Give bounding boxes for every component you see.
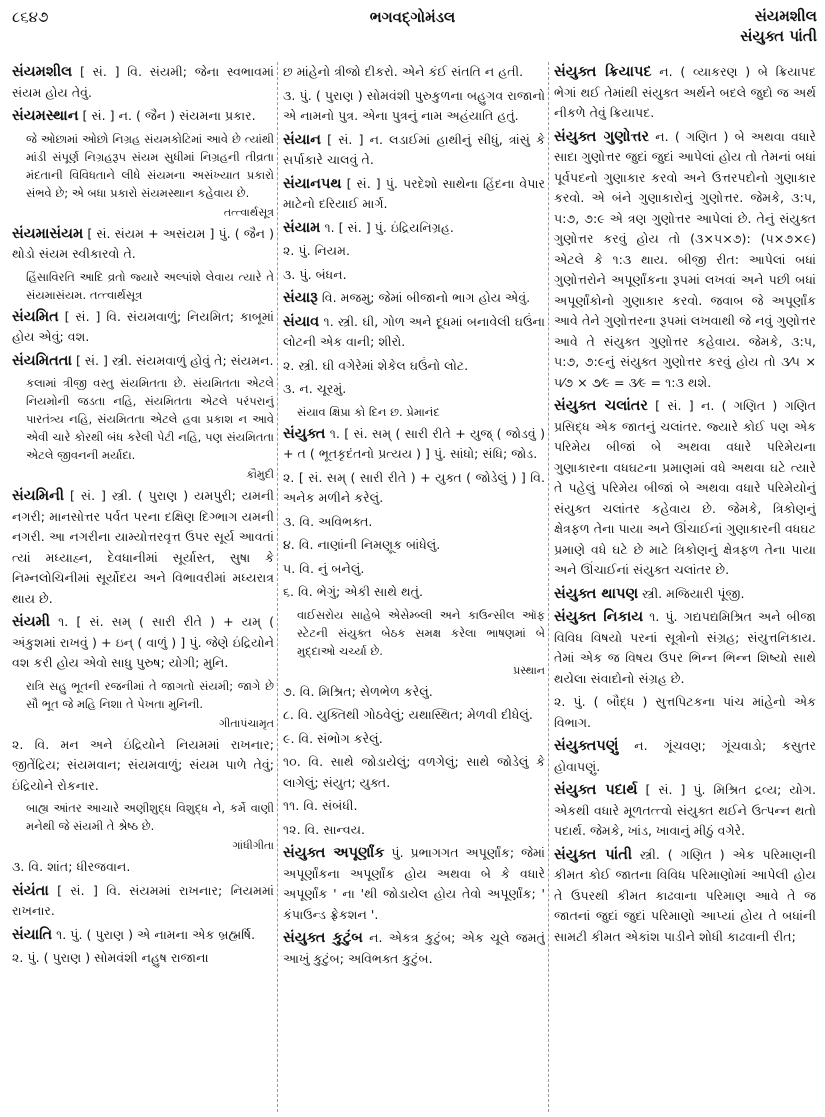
dictionary-entry [283, 796, 545, 817]
dictionary-entry [283, 729, 545, 750]
dictionary-entry [554, 780, 816, 842]
headword: સંયંતા [12, 882, 49, 899]
headword: સંયમિની [12, 488, 65, 504]
dictionary-entry [554, 692, 816, 733]
definition: [ સં. ] પું. પરદેશો સાથેના હિંદના વેપાર માટેનો દરિયાઈ માર્ગ. [283, 175, 545, 211]
definition: ૩. વિ. શાંત; ધીરજવાન. [12, 859, 131, 874]
headword: સંયુક્ત પાંતી [554, 846, 632, 863]
definition: ૨. પું. નિયમ. [283, 243, 351, 258]
headword: સંયાન [283, 131, 321, 148]
definition: ૪. વિ. નાણાંની નિમણૂક બાંધેલું. [283, 537, 441, 552]
dictionary-entry [283, 752, 545, 793]
dictionary-entry [283, 379, 545, 400]
quotation: સંયાવ ક્ષિપ્રા કો દિન છ. પ્રેમાનંદ [297, 404, 440, 419]
definition: ૭. વિ. મિશ્રિત; સેળભેળ કરેલું. [283, 683, 433, 699]
headword: સંયુક્ત અપૂર્ણાંક [283, 845, 385, 861]
headword: સંયમસ્થાન [12, 108, 79, 124]
headword: સંયાનપથ [283, 175, 342, 192]
headword: સંયુક્ત નિકાય [554, 609, 644, 625]
headword: સંયમશીલ [12, 64, 73, 80]
headword: સંયુક્ત પદાર્થ [554, 782, 638, 798]
column-divider [548, 62, 549, 1112]
definition: [ સં. ] સ્ત્રી. સંયમવાળું હોવું તે; સંયમન. [75, 352, 274, 368]
quotation: કલામાં ત્રીજી વસ્તુ સંયમિતતા છે. સંયમિતતા એટલે નિયમોની જડતા નહિ, સંયમિતતા એટલે પરંપરાનું પારતંત્ર્ય નહિ, સંયમિતતા એટલે હવા પ્રકાશ ન આવે એવી ચારે કોરથી બંધ કરેલી પેટી નહિ, પણ સંયમિતતા એટલે જીવનની મર્યાદા. [26, 376, 274, 462]
dictionary-entry [12, 62, 274, 103]
dictionary-entry [283, 559, 545, 580]
definition: ૧૧. વિ. સંબંધી. [283, 798, 358, 813]
headword: સંયુક્તપણું [554, 738, 619, 754]
dictionary-entry [12, 857, 274, 878]
column-divider [277, 62, 278, 1112]
headword: સંયુક્ત થાપણ [554, 585, 639, 602]
quotation-source: પ્રસ્થાન [513, 663, 545, 677]
headword: સંયમિત [12, 308, 59, 325]
definition: [ સં. સંયમ + અસંયમ ] પું. ( જૈન ) થોડો સંયમ સ્વીકારવો તે. [12, 225, 274, 261]
column-2 [283, 62, 545, 1112]
dictionary-entry [12, 351, 274, 372]
quotation-source: ગાંધીગીતા [232, 839, 274, 852]
dictionary-entry [283, 62, 545, 83]
dictionary-entry [283, 468, 545, 509]
headword: સંયારૂ [283, 290, 318, 306]
dictionary-entry [554, 62, 816, 124]
dictionary-entry [283, 843, 545, 925]
definition: ૨. પું. ( પુરાણ ) સોમવંશી નહુષ રાજાના [12, 950, 209, 965]
headword: સંયમિતતા [12, 352, 72, 369]
definition: ૧. સ્ત્રી. ઘી, ગોળ અને દૂધમાં બનાવેલી ઘઉંના લોટની એક વાની; શીરો. [283, 313, 545, 349]
dictionary-entry [554, 845, 816, 948]
dictionary-entry [283, 218, 545, 239]
dictionary-entry [283, 705, 545, 726]
headword: સંયુક્ત ક્રિયાપદ [554, 64, 652, 80]
definition: ૧. પું. ( પુરાણ ) એ નામના એક બ્રહ્મર્ષિ. [56, 926, 256, 942]
definition: [ સં. ] ન. લડાઈમાં હાથીનું સીધું, ત્રાંસું કે સર્પાકારે ચાલવું તે. [283, 131, 545, 167]
definition: ૧. [ સં. સમ્ ( સારી રીતે + યુજ્ ( જોડવું ) + ત ( ભૂતકૃદંતનો પ્રત્યય ) ] પું. સાંધો; સંધિ; જોડ. [283, 425, 545, 461]
dictionary-entry [283, 86, 545, 127]
quotation: રાત્રિ સહુ ભૂતની રજનીમાં તે જાગતો સંયમી; જાગે છે સૌ ભૂત જે મહિ નિશા તે પેખતા મુનિની. [26, 678, 274, 711]
dictionary-entry [554, 607, 816, 689]
guide-words [740, 6, 817, 46]
column-1 [12, 62, 274, 1112]
definition: ૯. વિ. સંભોગ કરેલું. [283, 730, 383, 746]
definition: ન. ( વ્યાકરણ ) બે ક્રિયાપદ ભેગાં થઈ તેમાંથી સંયુક્ત અર્થને બદલે જુદો જ અર્થ નીકળે તેવું ક્રિયાપદ. [554, 64, 816, 120]
definition: [ સં. ] વિ. સંયમમાં રાખનાર; નિયમમાં રાખનાર. [12, 882, 274, 918]
quotation: હિંસાવિરતિ આદિ વ્રતો જ્યારે અલ્પાંશે લેવાય ત્યારે તે સંયમાસંયમ. તત્ત્વાર્થસૂત્ર [26, 269, 274, 302]
headword: સંયમી [12, 614, 51, 630]
definition: [ સં. ] વિ. સંયમવાળું; નિયમિત; કાબૂમાં હોય એવું; વશ. [12, 308, 274, 344]
guide-word-last: સંયુક્ત પાંતી [740, 27, 817, 45]
quotation: બાહ્ય આંતર આચારે અણીશુદ્ધ વિશુદ્ધ ને, કર્મે વાણી મનેથી જે સંયમી તે શ્રેષ્ઠ છે. [26, 801, 274, 833]
headword: સંયાવ [283, 313, 320, 330]
dictionary-entry [283, 535, 545, 556]
dictionary-entry [12, 224, 274, 265]
quotation-source: તત્ત્વાર્થસૂત્ર [223, 205, 274, 219]
dictionary-entry [12, 486, 274, 609]
definition: ૨. વિ. મન અને ઇંદ્રિયોને નિયમમાં રાખનાર; જીતેંદ્રિય; સંયમવાન; સંયમવાળું; સંયમ પાળે તેવું; ઇંદ્રિયોને રોકનાર. [12, 736, 274, 793]
definition: [ સં. ] ન. ( ગણિત ) ગણિત પ્રસિદ્ધ એક જાતનું ચલાંતર. જ્યારે કોઈ પણ એક પરિમેય બીજાં બે અથવા વધારે પરિમેયના ગુણાકારના વધઘટના પ્રમાણમાં વધે અથવા ઘટે ત્યારે તે પહેલું પરિમેય બીજાં બે અથવા વધારે પરિમેયોનું સંયુક્ત ચલાંતર કહેવાય છે. જેમકે, ત્રિકોણનું ક્ષેત્રફળ તેના પાયા અને ઊંચાઈનાં ગુણાકારની વધઘટ પ્રમાણે વધે ઘટે છે માટે ત્રિકોણનું ક્ષેત્રફળ તેના પાયા અને ઊંચાઈનાં સંયુક્ત ચલાંતર છે. [554, 398, 816, 577]
definition: ૧. [ સં. ] પું. ઇંદ્રિયનિગ્રહ. [324, 219, 454, 235]
definition: ન. ( ગણિત ) બે અથવા વધારે સાદા ગુણોત્તર જુદાં જુદાં આપેલાં હોય તો તેમનાં બધાં પૂર્વપદનો ગુણાકાર કરવો અને ઉત્તરપદોનો ગુણાકાર કરવો. એ બંને ગુણાકારોનું ગુણોત્તર. જેમકે, ૩:૫, ૫:૭, ૭:૯ એ ત્રણ ગુણોત્તર આપેલાં છે. તેનું સંયુક્ત ગુણોત્તર કરવું હોય તો (૩×૫×૭): (૫×૭×૯) એટલે કે ૧:૩ થાય. બીજી રીત: આપેલાં બધાં ગુણોત્તરોને અપૂર્ણાંકના રૂપમાં લખવાં અને પછી બધાં અપૂર્ણાંકોનો ગુણાકાર કરવો. જવાબ જે અપૂર્ણાંક આવે તેને ગુણોત્તરના રૂપમાં લખવાથી જે નવું ગુણોત્તર આવે તે સંયુક્ત ગુણોત્તર કહેવાય. જેમકે, ૩:૫, ૫:૭, ૭:૯નું સંયુક્ત ગુણોત્તર કરવું હોય તો ૩⁄૫ × ૫⁄૭ × ૭⁄૯ = ૩⁄૯ = ૧:૩ થશે. [554, 128, 816, 390]
definition: [ સં. ] ન. ( જૈન ) સંયમના પ્રકાર. [82, 108, 256, 123]
dictionary-entry [283, 424, 545, 465]
definition: [ સં. ] પું. મિશ્રિત દ્રવ્ય; યોગ. એકથી વધારે મૂળતત્ત્વો સંયુક્ત થઈને ઉત્પન્ન થતો પદાર્થ. જેમકે, ખાંડ, ખાવાનું મીઠું વગેરે. [554, 782, 816, 838]
definition: ૧૦. વિ. સાથે જોડાયેલું; વળગેલું; સાથે જોડેલું કે લાગેલું; સંયુત; યુક્ત. [283, 754, 545, 790]
definition: ૫. વિ. નું બનેલું. [283, 560, 365, 576]
dictionary-entry [554, 584, 816, 605]
definition: [ સં. ] સ્ત્રી. ( પુરાણ ) યમપુરી; યમની નગરી; માનસોત્તર પર્વત પરના દક્ષિણ દિગ્ભાગ યમની નગરી. આ નગરીના યામ્યોત્તરવૃત્ત ઉપર સૂર્ય આવતાં ત્યાં મધ્યાહ્ન, દેવધાનીમાં સૂર્યાસ્ત, સુષા કે નિમ્નલોચિનીમાં સૂર્યોદય અને વિભાવરીમાં મધ્યરાત્ર થાય છે. [12, 488, 274, 606]
definition: ૩. ન. ચૂરમું. [283, 381, 347, 396]
dictionary-entry [283, 356, 545, 377]
dictionary-entry [12, 612, 274, 674]
dictionary-entry [283, 174, 545, 215]
quotation: વાઈસરોય સાહેબે એસેમ્બ્લી અને કાઉન્સીલ ઑફ સ્ટેટની સંયુક્ત બેઠક સમક્ષ કરેલા ભાષણમાં બે મુદ્દાઓ ચર્ચ્યા છે. [297, 607, 545, 658]
definition: ૧૨. વિ. સાન્વય. [283, 821, 366, 837]
headword: સંયમાસંયમ [12, 225, 84, 242]
dictionary-entry [554, 127, 816, 394]
dictionary-entry [12, 106, 274, 127]
headword: સંયુક્ત ચલાંતર [554, 398, 648, 414]
definition: ૩. વિ. અવિભક્ત. [283, 513, 373, 529]
dictionary-entry [12, 307, 274, 348]
definition: સ્ત્રી. મજિયારી પૂંજી. [642, 585, 745, 601]
dictionary-entry [12, 881, 274, 922]
definition: ૨. પું. ( બૌદ્ધ ) સુત્તપિટકના પાંચ માંહેનો એક વિભાગ. [554, 694, 816, 730]
page-header [0, 0, 825, 60]
headword: સંયાતિ [12, 926, 53, 943]
dictionary-entry [12, 925, 274, 946]
quotation-source: ગીતાપંચામૃત [219, 716, 274, 730]
definition: ૩. પું. ( પુરાણ ) સોમવંશી પુરુકુળના બહુગવ રાજાનો એ નામનો પુત્ર. એના પુત્રનું નામ અહંયાતિ હતું. [283, 87, 545, 123]
dictionary-entry [554, 396, 816, 581]
dictionary-entry [283, 512, 545, 533]
definition: વિ. મજમુ; જેમાં બીજાનો ભાગ હોય એવું. [321, 290, 531, 305]
definition: [ સં. ] વિ. સંયમી; જેના સ્વભાવમાં સંયમ હોય તેવું. [12, 64, 274, 100]
quotation-source: કૌમુદી [246, 468, 274, 481]
definition: ૨. સ્ત્રી. ઘી વગેરેમાં શેકેલ ઘઉંનો લોટ. [283, 357, 469, 373]
definition: સ્ત્રી. ( ગણિત ) એક પરિમાણની કીમત કોઈ જાતના વિવિધ પરિમાણોમાં આપેલી હોય તે ઉપરથી કીમત કાઢવાના પરિમાણ આવે તે જ જાતનાં જુદાં જુદાં પરિમાણો આપ્યાં હોય તે બધાંની સામટી કીમત એકાંશ પાડીને શોધી કાઢવાની રીત; [554, 846, 816, 944]
definition: ૧. પું. ગદ્યપદ્યમિશ્રિત અને બીજા વિવિધ વિષયો પરનાં સૂત્રોનો સંગ્રહ; સંયુત્તનિકાય. તેમાં એક જ વિષય ઉપર ભિન્ન ભિન્ન શિષ્યો સાથે થયેલા સંવાદોનો સંગ્રહ છે. [554, 609, 816, 686]
headword: સંયામ [283, 219, 321, 236]
dictionary-entry [283, 582, 545, 603]
dictionary-entry [283, 241, 545, 262]
guide-word-first: સંયમશીલ [754, 7, 817, 25]
definition: ન. ગૂંચવણ; ગૂંચવાડો; કસુતર હોવાપણું. [554, 738, 816, 774]
dictionary-entry [283, 288, 545, 309]
headword: સંયુક્ત [283, 425, 326, 442]
definition: ૨. [ સં. સમ્ ( સારી રીતે ) + યુક્ત ( જોડેલું ) ] વિ. અનેક મળીને કરેલું. [283, 469, 545, 505]
dictionary-entry [12, 948, 274, 969]
definition: ન. એકત્ર કુટુંબ; એક ચૂલે જમતું આખું કુટુંબ; અવિભક્ત કુટુંબ. [283, 930, 545, 966]
headword: સંયુક્ત ગુણોત્તર [554, 128, 650, 145]
column-3 [554, 62, 816, 1112]
book-title: ભગવદ્ગોમંડલ [369, 8, 456, 26]
definition: છ માંહેનો ત્રીજો દીકરો. એને કંઈ સંતતિ ન હતી. [283, 64, 524, 79]
definition: ૮. વિ. યુક્તિથી ગોઠવેલું; યથાસ્થિત; મેળવી દીધેલું. [283, 707, 533, 722]
dictionary-entry [12, 735, 274, 797]
dictionary-entry [283, 820, 545, 841]
dictionary-entry [283, 312, 545, 353]
dictionary-entry [283, 130, 545, 171]
dictionary-entry [283, 682, 545, 703]
dictionary-entry [283, 265, 545, 286]
quotation: જે ઓછામાં ઓછો નિગ્રહ સંયમકોટિમાં આવે છે ત્યાંથી માંડી સંપૂર્ણ નિગ્રહરૂપ સંયમ સુધીમાં નિગ્રહની તીવ્રતા મંદતાની વિવિધતાને લીધે સંયમના અસંખ્યાત પ્રકારો સંભવે છે; એ બધા પ્રકારો સંયમસ્થાન કહેવાય છે. [26, 131, 274, 200]
definition: ૧. [ સં. સમ્ ( સારી રીતે ) + યમ્ ( અંકુશમાં રાખવું ) + ઇન્ ( વાળું ) ] પું. જેણે ઇંદ્રિયોને વશ કરી હોય એવો સાધુ પુરુષ; યોગી; મુનિ. [12, 614, 274, 670]
definition: ૬. વિ. ભેગું; એકી સાથે થતું. [283, 584, 424, 599]
dictionary-entry [283, 928, 545, 969]
definition: પું. પ્રભાગગત અપૂર્ણાંક; જેમાં અપૂર્ણાંકના અપૂર્ણાંક હોય અથવા બે કે વધારે અપૂર્ણાંક ' ના 'થી જોડાયેલ હોય તેવો અપૂર્ણાંક; ' કંપાઉન્ડ ફ્રેકશન '. [283, 845, 545, 922]
dictionary-entry [554, 736, 816, 777]
page-number: ૮૬૪૭ [12, 8, 49, 26]
headword: સંયુક્ત કુટુંબ [283, 930, 363, 946]
definition: ૩. પું. બંધન. [283, 266, 347, 282]
